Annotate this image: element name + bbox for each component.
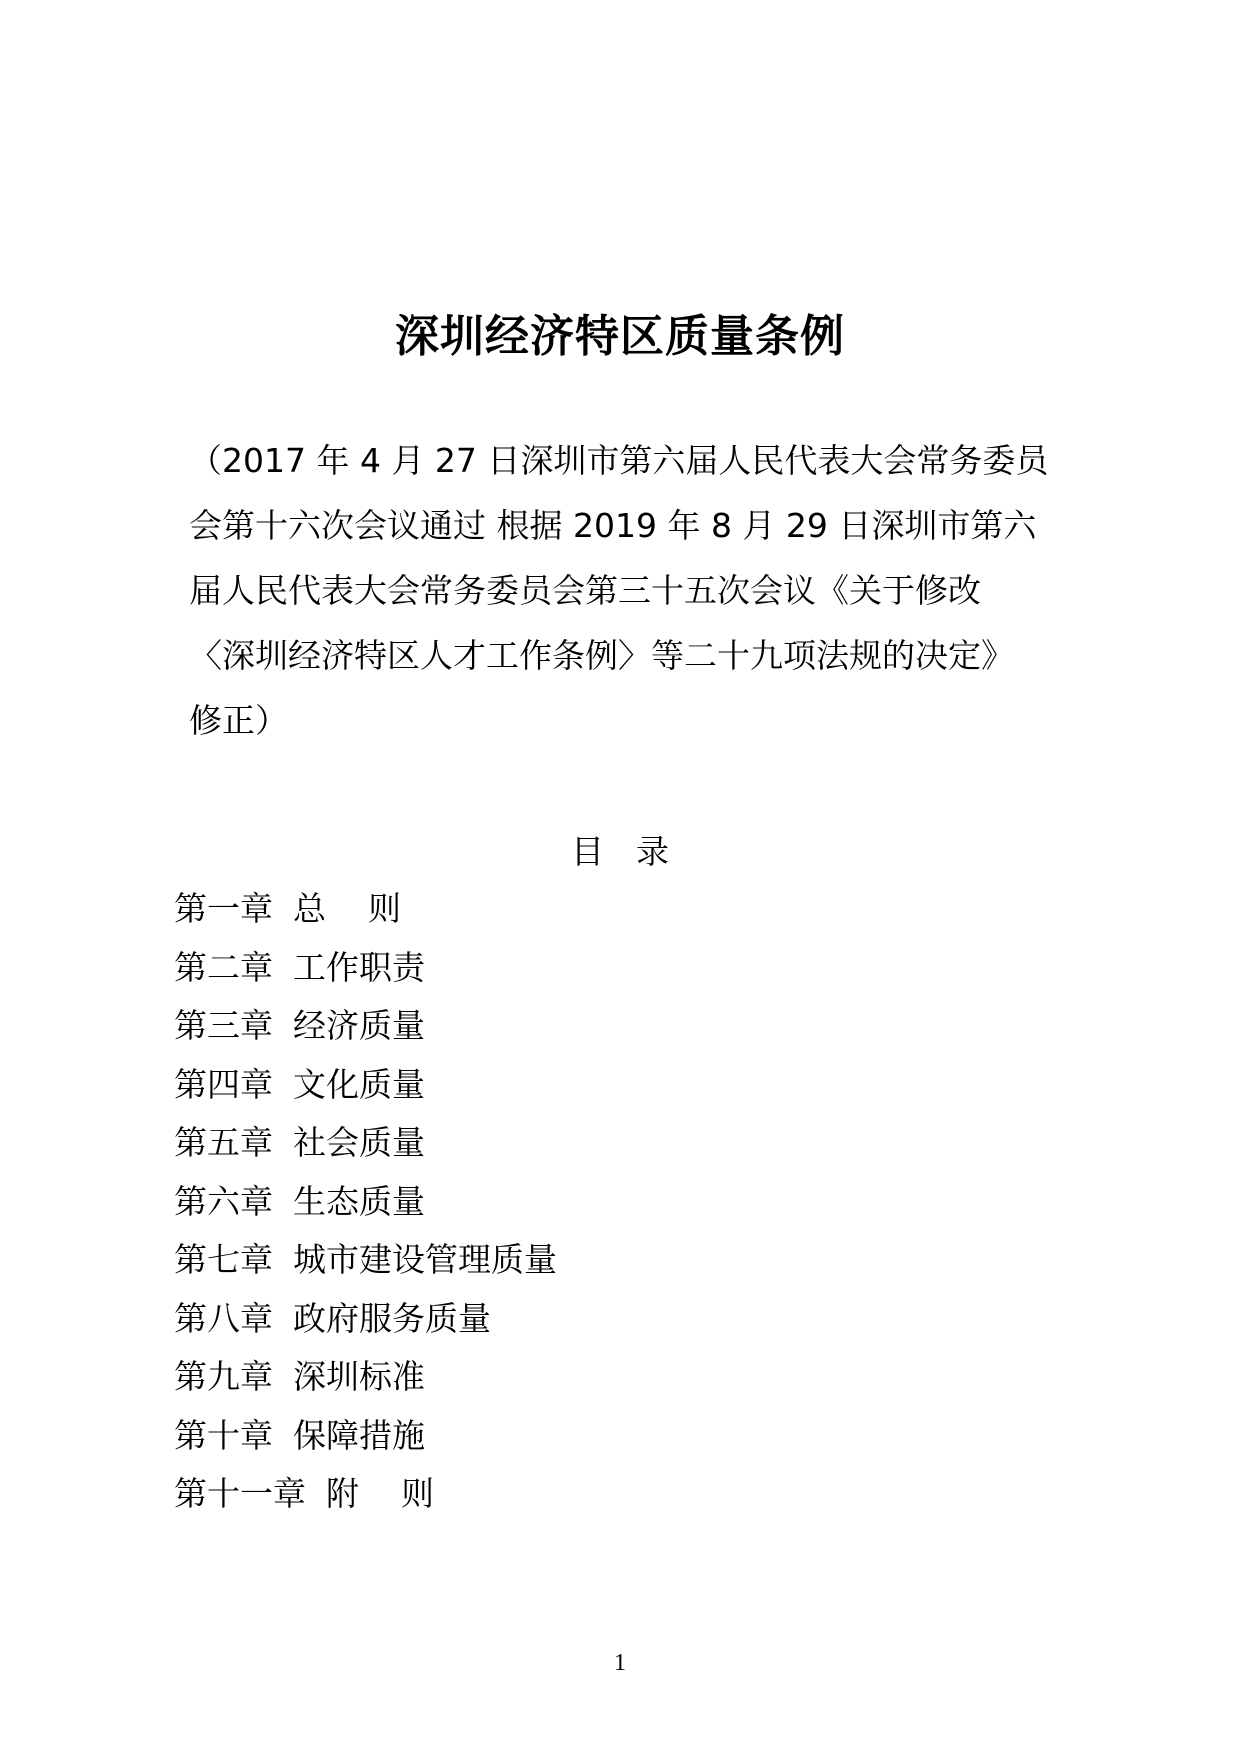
preamble-line: 修正） [189, 701, 288, 740]
toc-item [174, 1290, 557, 1349]
toc-chapter-number: 第十章 [174, 1415, 273, 1455]
toc-chapter-number: 第三章 [174, 1006, 273, 1045]
toc-item [174, 1407, 557, 1466]
toc-chapter-name: 政府服务质量 [293, 1298, 491, 1338]
toc-chapter-number: 第十一章 [174, 1474, 306, 1513]
preamble-paragraph [189, 428, 1069, 753]
toc-item [174, 1231, 557, 1290]
toc-chapter-name: 附 则 [326, 1474, 434, 1513]
toc-chapter-number: 第八章 [174, 1298, 273, 1338]
toc-heading: 目录 [571, 832, 701, 871]
toc-item [174, 939, 557, 998]
preamble-line: （2017 年 4 月 27 日深圳市第六届人民代表大会常务委员 [189, 441, 1049, 480]
document-title: 深圳经济特区质量条例 [395, 311, 845, 362]
toc-chapter-name: 工作职责 [293, 947, 425, 987]
toc-chapter-number: 第四章 [174, 1064, 273, 1104]
table-of-contents [174, 880, 557, 1524]
toc-chapter-number: 第二章 [174, 947, 273, 987]
toc-chapter-name: 深圳标准 [293, 1357, 425, 1396]
toc-chapter-number: 第六章 [174, 1181, 273, 1221]
page-number: 1 [614, 1650, 626, 1676]
toc-chapter-number: 第五章 [174, 1123, 273, 1162]
toc-item [174, 1056, 557, 1115]
toc-item [174, 997, 557, 1056]
preamble-line: 届人民代表大会常务委员会第三十五次会议《关于修改 [189, 571, 981, 610]
toc-chapter-name: 总 则 [293, 889, 401, 928]
toc-item [174, 1465, 557, 1524]
toc-chapter-number: 第一章 [174, 889, 273, 928]
toc-chapter-number: 第九章 [174, 1357, 273, 1396]
toc-chapter-name: 经济质量 [293, 1006, 425, 1045]
toc-chapter-name: 保障措施 [293, 1415, 425, 1455]
toc-item [174, 1348, 557, 1407]
preamble-line: 〈深圳经济特区人才工作条例〉等二十九项法规的决定》 [189, 636, 1014, 675]
toc-chapter-name: 生态质量 [293, 1181, 425, 1221]
preamble-line: 会第十六次会议通过 根据 2019 年 8 月 29 日深圳市第六 [189, 506, 1037, 545]
toc-chapter-number: 第七章 [174, 1240, 273, 1279]
toc-chapter-name: 城市建设管理质量 [293, 1240, 557, 1279]
toc-item [174, 1114, 557, 1173]
toc-item [174, 1173, 557, 1232]
toc-chapter-name: 社会质量 [293, 1123, 425, 1162]
toc-item [174, 880, 557, 939]
toc-chapter-name: 文化质量 [293, 1064, 425, 1104]
